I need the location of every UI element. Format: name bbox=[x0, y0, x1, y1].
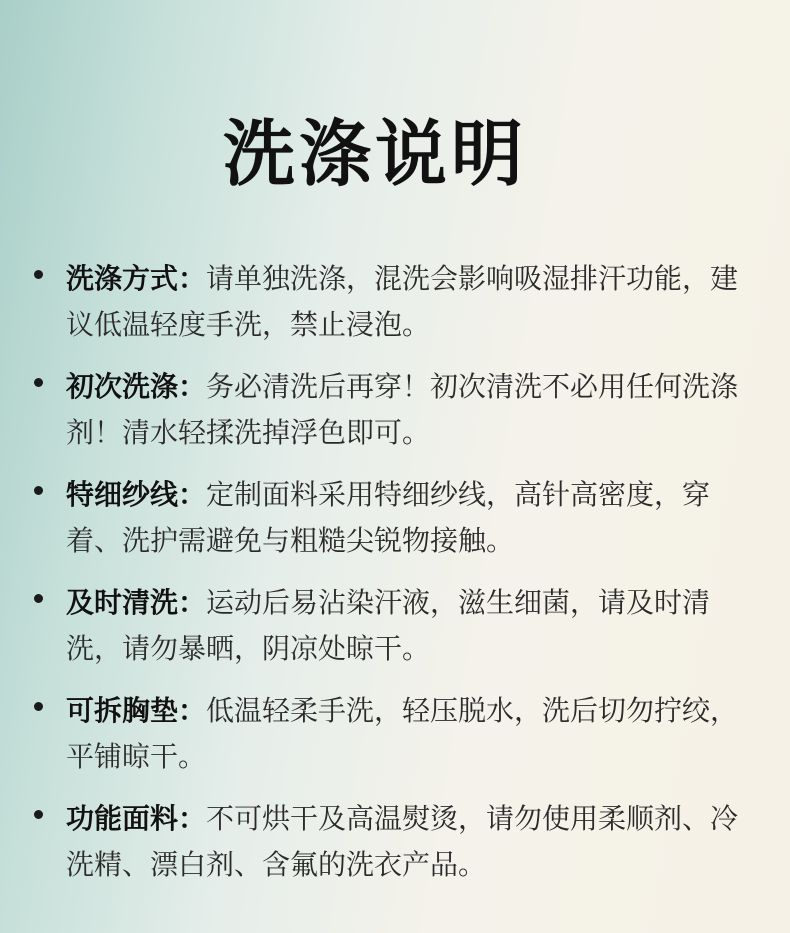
list-item bbox=[30, 796, 760, 888]
list-item-text bbox=[66, 688, 756, 780]
list-item bbox=[30, 256, 760, 348]
list-item-text bbox=[66, 256, 756, 348]
bullet-icon bbox=[34, 378, 43, 387]
bullet-icon bbox=[34, 270, 43, 279]
list-item-body: 定制面料采用特细纱线，高针高密度，穿着、洗护需避免与粗糙尖锐物接触。 bbox=[66, 478, 711, 557]
list-item bbox=[30, 364, 760, 456]
list-item-body: 低温轻柔手洗，轻压脱水，洗后切勿拧绞，平铺晾干。 bbox=[66, 694, 739, 773]
list-item-body: 请单独洗涤，混洗会影响吸湿排汗功能，建议低温轻度手洗，禁止浸泡。 bbox=[66, 262, 739, 341]
list-item-label: 及时清洗： bbox=[66, 586, 207, 619]
bullet-icon bbox=[34, 702, 43, 711]
list-item-body: 务必清洗后再穿！初次清洗不必用任何洗涤剂！清水轻揉洗掉浮色即可。 bbox=[66, 370, 739, 449]
page-title: 洗涤说明 bbox=[222, 112, 527, 196]
list-item-label: 功能面料： bbox=[66, 802, 207, 835]
list-item-text bbox=[66, 580, 756, 672]
list-item-label: 洗涤方式： bbox=[66, 262, 207, 295]
list-item-body: 不可烘干及高温熨烫，请勿使用柔顺剂、冷洗精、漂白剂、含氟的洗衣产品。 bbox=[66, 802, 739, 881]
bullet-icon bbox=[34, 810, 43, 819]
list-item bbox=[30, 472, 760, 564]
bullet-icon bbox=[34, 486, 43, 495]
list-item bbox=[30, 580, 760, 672]
list-item-body: 运动后易沾染汗液，滋生细菌，请及时清洗，请勿暴晒，阴凉处晾干。 bbox=[66, 586, 711, 665]
list-item bbox=[30, 688, 760, 780]
list-item-text bbox=[66, 472, 756, 564]
list-item-label: 可拆胸垫： bbox=[66, 694, 207, 727]
list-item-label: 特细纱线： bbox=[66, 478, 207, 511]
bullet-icon bbox=[34, 594, 43, 603]
list-item-text bbox=[66, 796, 756, 888]
list-item-label: 初次洗涤： bbox=[66, 370, 207, 403]
list-item-text bbox=[66, 364, 756, 456]
